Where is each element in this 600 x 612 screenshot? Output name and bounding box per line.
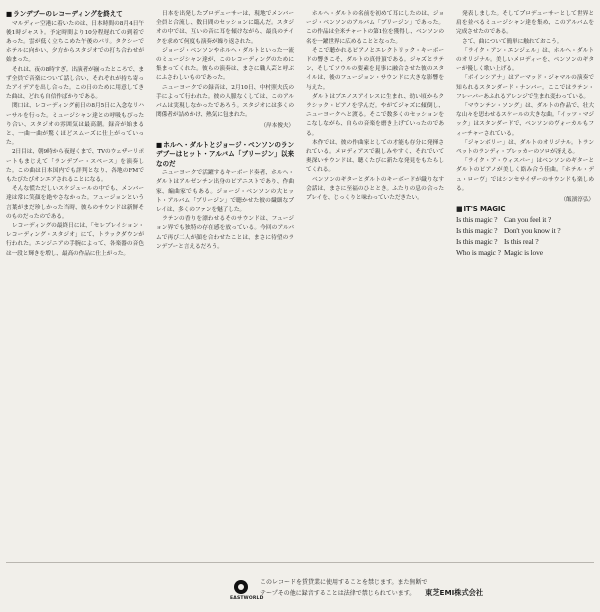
label-logo-icon [234, 580, 248, 594]
lyrics-line: Is this magic ? Can you feel it ? [456, 215, 552, 225]
lyrics-line: Is this magic ? Don't you know it ? [456, 226, 561, 236]
paragraph: ニューヨークで活躍するキーボード奏者、ホルヘ・ダルトはアルゼンチン出身のピアニストであり、作曲家、編曲家でもある。ジョージ・ベンソンの大ヒット・アルバム「ブリージン」で聴かせた彼の繊細なプレイは、多くのファンを魅了した。 [156, 170, 294, 213]
legal-line: テープその他に録音することは法律で禁じられています。 東芝EMI株式会社 [260, 588, 484, 597]
lyrics-line: Who is magic ? Magic is love [456, 248, 543, 258]
paragraph: ニューヨークでの録音は、2月10日、中村照夫氏の手によって行われた。彼の人脈なくしては、このアルバムは実現しなかったであろう。スタジオには多くの関係者が詰めかけ、熱気に包まれた。 [156, 84, 294, 119]
column-2 [156, 10, 294, 550]
legal-notice [260, 578, 483, 599]
legal-line: このレコードを賃貸業に使用することを禁じます。また無断で [260, 579, 428, 586]
paragraph: 「ボインシアナ」はアーマッド・ジャマルの演奏で知られるスタンダード・ナンバー。ここではラテン・フレーバーあふれるアレンジで生まれ変わっている。 [456, 75, 594, 100]
label-logo-text: EASTWORLD [230, 596, 264, 601]
paragraph: マルディー空港に着いたのは、日本時間の8月4日午後1時ジャスト。予定時間より10分程遅れての到着であった。雲が低く立ちこめた午後のパリ。タクシーでホテルに向かい、夕方からスタジオでの打ち合わせが始まった。 [6, 20, 144, 64]
footer [230, 576, 560, 612]
paragraph: 日本を出発したプロデューサーは、現地でメンバー全員と合流し、数日間のセッションに臨んだ。スタジオの中では、互いの音に耳を傾けながら、最良のテイクを求めて何度も演奏が繰り返された。 [156, 11, 294, 45]
paragraph: 本作では、彼の作曲家としての才能も存分に発揮されている。メロディアスで親しみやすく、それでいて奥深いサウンドは、聴くたびに新たな発見をもたらしてくれる。 [306, 139, 444, 174]
column-1 [6, 10, 144, 550]
paragraph: ホルヘ・ダルトの名前を初めて耳にしたのは、ジョージ・ベンソンのアルバム「ブリージン」であった。この作品は全米チャートの第1位を獲得し、ベンソンの名を一躍世界に広めることとなった。 [306, 11, 444, 45]
paragraph: そんな慌ただしいスケジュールの中でも、メンバー達は常に笑顔を絶やさなかった。フュージョンという言葉がまだ珍しかった当時、彼らのサウンドは新鮮そのものだったのである。 [6, 186, 144, 220]
paragraph: さて、曲について簡単に触れておこう。 [462, 38, 563, 45]
paragraph: ラテンの香りを漂わせるそのサウンドは、フュージョン界でも独特の存在感を放っている。今回のアルバムで再び二人が顔を合わせたことは、まさに待望のランデブーと言えるだろう。 [156, 216, 294, 250]
paragraph: ベンソンのギターとダルトのキーボードが織りなす会話は、まさに至福のひととき。ふたりの息の合ったプレイを、じっくりと味わっていただきたい。 [306, 176, 444, 202]
section-heading: ■ ランデブーのレコーディングを終えて [6, 10, 144, 20]
liner-notes-body [6, 10, 594, 558]
paragraph: 「ライク・アン・エンジェル」は、ホルヘ・ダルトのオリジナル。美しいメロディーを、ベンソンのギターが優しく歌い上げる。 [456, 47, 594, 73]
paragraph: 2日目は、朝9時から夜遅くまで、TVのウェザーリポートもまじえて「ランデブー・スペース」を演奏した。この曲は日本国内でも評判となり、各地のFMでもたびたびオンエアされることになる。 [6, 149, 144, 183]
paragraph: 関口は、レコーディング前日の8月5日に入念なリハーサルを行った。ミュージシャン達との呼吸もぴったり合い、スタジオの雰囲気は最高潮。録音が始まると、一曲一曲が驚くほどスムーズに仕上がっていった。 [6, 103, 144, 147]
paragraph: それは、夜の8時すぎ。出演者が揃ったところで、まず全員で音楽について話し合い、それぞれが持ち寄ったアイデアを出し合った。この日のために用意してきた曲は、どれも自信作ばかりである。 [6, 66, 144, 101]
lyrics-line: Is this magic ? Is this real ? [456, 237, 539, 247]
column-3 [306, 10, 444, 550]
paragraph: 「マウンテン・ソング」は、ダルトの作品で、壮大な山々を思わせるスケールの大きな曲。「イッツ・マジック」はスタンダードで、ベンソンのヴォーカルもフィーチャーされている。 [456, 103, 594, 137]
paragraph: 「ライク・ア・ウィスパー」はベンソンのギターとダルトのピアノが美しく絡み合う佳曲。「ホテル・デュ・ローヴ」ではシンセサイザーのサウンドも楽しめる。 [456, 158, 594, 192]
column-4 [456, 10, 594, 550]
paragraph: そこで聴かれるピアノとエレクトリック・キーボードの響きこそ、ダルトの真骨頂である。ジャズとラテン、そしてソウルの要素を見事に融合させた彼のスタイルは、後のフュージョン・サウンドに大きな影響を与えた。 [306, 47, 444, 91]
paragraph: 発表しました。そしてプロデューサーとして世界と肩を並べるミュージシャン達を集め、このアルバムを完成させたのである。 [456, 11, 594, 36]
paragraph: 「ジャンボリー」は、ダルトのオリジナル。トランペットのランディ・ブレッカーのソロが冴える。 [456, 139, 594, 156]
footer-divider [6, 562, 594, 563]
author-signature: （飯濱淳弘） [560, 197, 594, 204]
paragraph: ジョージ・ベンソンやホルヘ・ダルトといった一流のミュージシャン達が、このレコーディングのために集まってくれた。彼らの演奏は、まさに職人芸と呼ぶにふさわしいものであった。 [156, 47, 294, 82]
company-name: 東芝EMI株式会社 [425, 588, 484, 597]
paragraph: レコーディングの最終日には、「セレブレイション・レコーディング・スタジオ」にて、トラックダウンが行われた。エンジニアの手腕によって、各楽器の音色は一段と輝きを増し、最高の作品に仕上がった。 [6, 222, 144, 257]
paragraph: ダルトはブエノスアイレスに生まれ、幼い頃からクラシック・ピアノを学んだ。やがてジャズに傾倒し、ニューヨークへと渡る。そこで数多くのセッションをこなしながら、自らの音楽を磨き上げていったのである。 [306, 93, 444, 137]
author-signature: （岸本俊夫） [260, 123, 294, 130]
section-heading: ■ ホルヘ・ダルトとジョージ・ベンソンのランデブーはヒット・アルバム「ブリージン」以来なのだ [156, 141, 294, 170]
label-logo [230, 580, 264, 610]
lyrics-heading: ■ IT'S MAGIC [456, 205, 594, 214]
